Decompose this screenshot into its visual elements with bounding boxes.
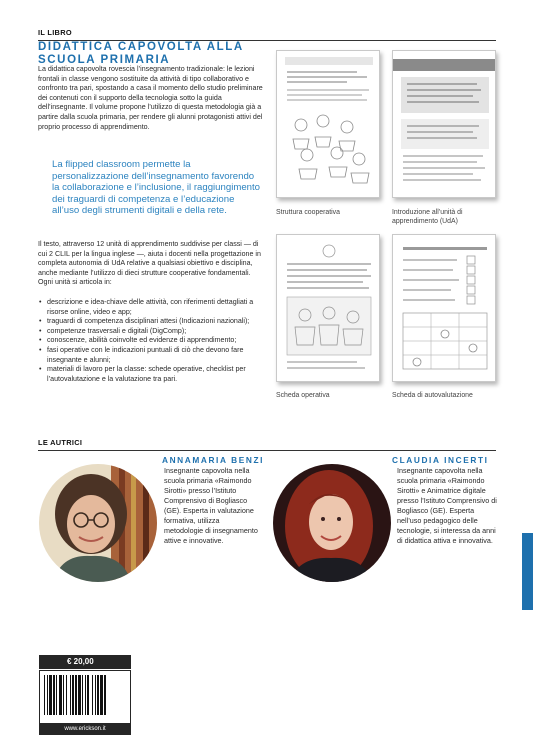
price-label: € 20,00 bbox=[39, 655, 131, 669]
list-item: • fasi operative con le indicazioni puntuali di ciò che devono fare insegnante e alunni; bbox=[38, 346, 264, 365]
intro-paragraph: La didattica capovolta rovescia l’insegnamento tradizionale: le lezioni frontali in classe vengono sostituite da attività di tipo collaborativo e confronto tra pari, spostando a casa il momento dello studio preliminare dei contenuti con il supporto della tecnologia sotto la guida dell’insegnante. Il volume propone l’utilizzo di questa metodologia già a partire dalla scuola primaria, per rendere gli alunni protagonisti attivi del proprio processo di apprendimento. bbox=[38, 65, 263, 131]
preview-caption: Scheda operativa bbox=[276, 392, 330, 399]
section-heading-autrici: LE AUTRICI bbox=[38, 438, 496, 451]
preview-caption: Struttura cooperativa bbox=[276, 209, 340, 216]
list-item: • descrizione e idea-chiave delle attività, con riferimenti dettagliati a risorse online, video e app; bbox=[38, 298, 264, 317]
page-preview-illustration bbox=[277, 51, 380, 198]
page-preview-illustration bbox=[277, 235, 380, 382]
page-preview-illustration bbox=[393, 51, 496, 198]
list-item: • traguardi di competenza disciplinari attesi (Indicazioni nazionali); bbox=[38, 317, 264, 327]
page-preview-illustration bbox=[393, 235, 496, 382]
barcode-graphic bbox=[40, 671, 130, 723]
author-name: CLAUDIA INCERTI bbox=[392, 455, 489, 465]
preview-caption: Scheda di autovalutazione bbox=[392, 392, 473, 399]
edge-tab bbox=[522, 533, 533, 610]
list-item: • conoscenze, abilità coinvolte ed evidenze di apprendimento; bbox=[38, 336, 264, 346]
page-preview-cooperative bbox=[276, 50, 380, 198]
barcode bbox=[39, 670, 131, 724]
page-preview-selfassessment bbox=[392, 234, 496, 382]
author-bio: Insegnante capovolta nella scuola primaria «Raimondo Sirotti» e Animatrice digitale presso l’Istituto Comprensivo di Bogliasco (GE). Esperta nell’uso pedagogico delle tecnologie, si interessa da anni di didattica attiva e innovativa. bbox=[397, 466, 497, 545]
body-text: Il testo, attraverso 12 unità di apprendimento suddivise per classi — di cui 2 CLIL per la lingua inglese —, aiuta i docenti nella progettazione in completa autonomia di UdA relative a qualsiasi obiettivo e disciplina, anche mediante l’utilizzo di dieci strutture cooperative fondamentali. bbox=[38, 240, 261, 277]
author-bio: Insegnante capovolta nella scuola primaria «Raimondo Sirotti» presso l’Istituto Comprensivo di Bogliasco (GE). Esperta in valutazione formativa, utilizza metodologie di insegnamento attive e innovative. bbox=[164, 466, 258, 545]
section-heading-libro: IL LIBRO bbox=[38, 28, 496, 41]
unit-structure-list bbox=[38, 298, 264, 384]
book-title-line-1: DIDATTICA CAPOVOLTA ALLA bbox=[38, 41, 244, 53]
list-item: • competenze trasversali e digitali (DigComp); bbox=[38, 327, 264, 337]
book-title-line-2: SCUOLA PRIMARIA bbox=[38, 53, 171, 66]
publisher-website: www.erickson.it bbox=[39, 724, 131, 735]
list-item: • materiali di lavoro per la classe: schede operative, checklist per l’autovalutazione e la valutazione tra pari. bbox=[38, 365, 264, 384]
page-preview-worksheet bbox=[276, 234, 380, 382]
book-title bbox=[38, 41, 268, 66]
body-paragraph bbox=[38, 240, 266, 288]
author-photo-incerti bbox=[273, 464, 391, 582]
list-intro: Ogni unità si articola in: bbox=[38, 278, 112, 287]
author-name: ANNAMARIA BENZI bbox=[162, 455, 265, 465]
pull-quote: La flipped classroom permette la personalizzazione dell’insegnamento favorendo la collaborazione e l’inclusione, il raggiungimento dei traguardi di competenza e l’educazione all’uso degli strumenti digitali e della rete. bbox=[52, 159, 260, 217]
author-photo-benzi bbox=[39, 464, 157, 582]
portrait-illustration bbox=[273, 464, 391, 582]
preview-caption: Introduzione all’unità di apprendimento (UdA) bbox=[392, 209, 463, 225]
page-preview-introduction bbox=[392, 50, 496, 198]
portrait-illustration bbox=[39, 464, 157, 582]
